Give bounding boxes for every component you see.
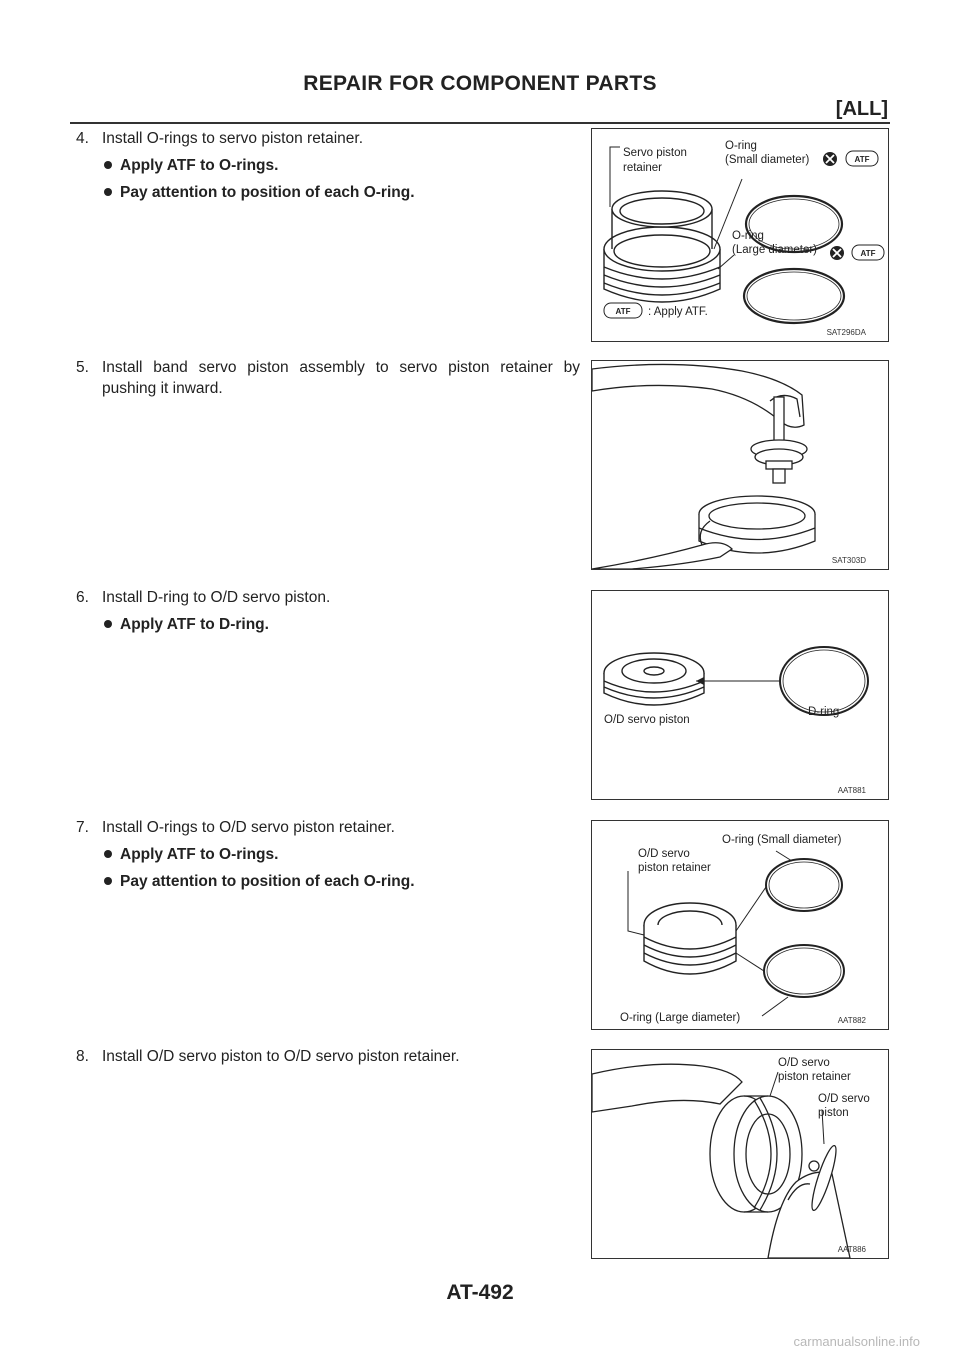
label-large-diameter: (Large diameter) (732, 244, 818, 256)
no-reuse-icon (823, 152, 837, 166)
step-bullets (102, 844, 580, 892)
step-number: 7. (76, 819, 89, 836)
bullet-item: Apply ATF to O-rings. (102, 844, 580, 865)
label-od-servo-piston: O/D servo piston (604, 714, 690, 726)
step-bullets (102, 155, 580, 203)
label-oring-small-diameter: O-ring (Small diameter) (722, 834, 842, 846)
step-4 (72, 128, 580, 209)
page-number: AT-492 (446, 1281, 514, 1304)
figure-servo-piston-retainer-orings (591, 128, 889, 342)
label-od-servo-2: O/D servo (818, 1093, 870, 1105)
label-piston: piston (818, 1107, 849, 1119)
illustration-od-piston-dring (592, 591, 888, 799)
bullet-item: Pay attention to position of each O-ring. (102, 871, 580, 892)
figure-od-servo-piston-dring (591, 590, 889, 800)
label-oring-small: O-ring (725, 140, 757, 152)
header-divider (70, 122, 890, 124)
step-5 (72, 357, 580, 399)
step-7 (72, 817, 580, 898)
step-text: Install band servo piston assembly to servo piston retainer by pushing it inward. (102, 359, 580, 397)
watermark: carmanualsonline.info (793, 1334, 920, 1349)
figure-od-piston-to-retainer (591, 1049, 889, 1259)
label-retainer: retainer (623, 162, 662, 174)
label-dring: D-ring (808, 706, 840, 718)
label-piston-retainer: piston retainer (638, 862, 711, 874)
step-bullets (102, 614, 580, 635)
label-od-servo: O/D servo (778, 1057, 830, 1069)
step-number: 8. (76, 1048, 89, 1065)
step-text: Install O-rings to servo piston retainer. (102, 130, 364, 147)
section-tag: [ALL] (835, 98, 888, 120)
figure-code: SAT296DA (826, 328, 866, 337)
step-8 (72, 1046, 580, 1067)
bullet-item: Apply ATF to D-ring. (102, 614, 580, 635)
step-number: 5. (76, 359, 89, 376)
step-text: Install O-rings to O/D servo piston retainer. (102, 819, 395, 836)
legend-apply-atf: : Apply ATF. (648, 306, 708, 318)
step-number: 4. (76, 130, 89, 147)
bullet-item: Pay attention to position of each O-ring. (102, 182, 580, 203)
label-oring-large-diameter: O-ring (Large diameter) (620, 1012, 741, 1024)
step-6 (72, 587, 580, 641)
svg-text:ATF: ATF (854, 155, 870, 164)
atf-badge-icon (604, 303, 642, 318)
step-text: Install O/D servo piston to O/D servo piston retainer. (102, 1048, 460, 1065)
illustration-servo-retainer (592, 129, 888, 341)
label-small-diameter: (Small diameter) (725, 154, 810, 166)
figure-code: AAT881 (837, 786, 866, 795)
svg-text:ATF: ATF (860, 249, 876, 258)
illustration-od-retainer-orings (592, 821, 888, 1029)
atf-badge-icon (846, 151, 878, 166)
figure-band-servo-install (591, 360, 889, 570)
page-header-title: REPAIR FOR COMPONENT PARTS (303, 72, 657, 95)
figure-od-retainer-orings (591, 820, 889, 1030)
no-reuse-icon (830, 246, 844, 260)
illustration-hands-installing-piston (592, 361, 888, 569)
figure-code: SAT303D (831, 556, 866, 565)
label-oring-large: O-ring (732, 230, 764, 242)
bullet-item: Apply ATF to O-rings. (102, 155, 580, 176)
step-text: Install D-ring to O/D servo piston. (102, 589, 331, 606)
figure-code: AAT882 (837, 1016, 866, 1025)
atf-badge-icon (852, 245, 884, 260)
figure-code: AAT886 (837, 1245, 866, 1254)
illustration-od-piston-install (592, 1050, 888, 1258)
label-piston-retainer: piston retainer (778, 1071, 851, 1083)
label-servo-piston: Servo piston (623, 147, 687, 159)
svg-text:ATF: ATF (615, 307, 631, 316)
label-od-servo: O/D servo (638, 848, 690, 860)
step-number: 6. (76, 589, 89, 606)
